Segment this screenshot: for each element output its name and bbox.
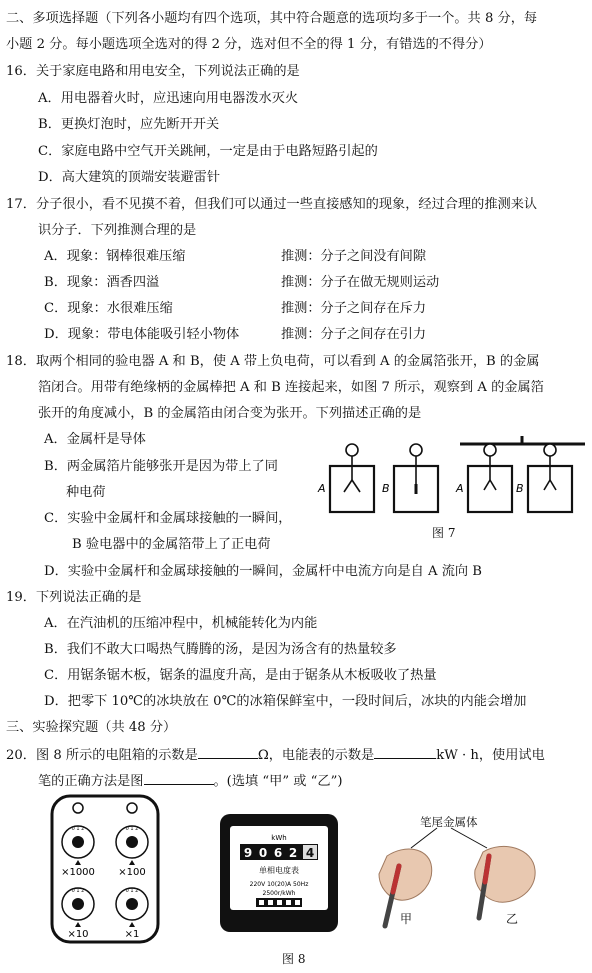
figure-7-caption: 图 7 — [432, 526, 456, 540]
figure-8-caption: 图 8 — [282, 952, 306, 966]
q17-row-b-inference: 推测：分子在做无规则运动 — [281, 275, 440, 290]
electroscope-a-label: A — [318, 482, 326, 495]
q17-stem-line1: 17．分子很小，看不见摸不着，但我们可以通过一些直接感知的现象，经过合理的推测来认 — [6, 197, 538, 212]
dial-x10-label: ×10 — [67, 929, 89, 940]
dial-x1-label: ×1 — [124, 929, 140, 940]
meter-unit: kWh — [271, 834, 287, 842]
q20-blank-energy[interactable] — [374, 745, 436, 759]
q16-stem: 16．关于家庭电路和用电安全，下列说法正确的是 — [6, 64, 300, 79]
q18-stem-line1: 18．取两个相同的验电器 A 和 B，使 A 带上负电荷，可以看到 A 的金属箔张开，B 的金属 — [6, 354, 540, 369]
q19-stem: 19．下列说法正确的是 — [6, 590, 142, 605]
q18-stem-line2: 箔闭合。用带有绝缘柄的金属棒把 A 和 B 连接起来，如图 7 所示，观察到 A 的金属箔 — [38, 380, 544, 395]
section-2-line2: 小题 2 分。每小题选项全选对的得 2 分，选对但不全的得 1 分，有错选的不得分） — [6, 37, 492, 52]
q19-option-d: D．把零下 10℃的冰块放在 0℃的冰箱保鲜室中，一段时间后，冰块的内能会增加 — [44, 694, 527, 709]
q16-option-c: C．家庭电路中空气开关跳闸，一定是由于电路短路引起的 — [38, 144, 378, 159]
meter-digit-4: 2 — [288, 846, 298, 860]
dial-x100-label: ×100 — [118, 867, 146, 878]
meter-title: 单相电度表 — [259, 866, 299, 875]
pen-tail-label: 笔尾金属体 — [420, 815, 478, 829]
q20-stem-line1 — [6, 745, 545, 765]
q17-row-a-inference: 推测：分子之间没有间隙 — [281, 249, 427, 264]
q18-option-a: A．金属杆是导体 — [44, 432, 146, 447]
q16-option-a: A．用电器着火时，应迅速向用电器泼水灭火 — [38, 91, 299, 106]
q17-row-d-inference: 推测：分子之间存在引力 — [281, 327, 427, 342]
q17-row-d-phenomenon: D．现象：带电体能吸引轻小物体 — [44, 327, 240, 342]
energy-meter — [218, 812, 342, 936]
test-pen-figure — [365, 826, 565, 936]
electroscope-b-label: B — [382, 482, 390, 495]
q17-row-c-phenomenon: C．现象：水很难压缩 — [44, 301, 173, 316]
q18-option-b-line1: B．两金属箔片能够张开是因为带上了同 — [44, 459, 278, 474]
electroscope-a2-label: A — [456, 482, 464, 495]
section-2-line1: 二、多项选择题（下列各小题均有四个选项，其中符合题意的选项均多于一个。共 8 分，每 — [6, 11, 538, 26]
pen-yi-label: 乙 — [506, 912, 519, 926]
meter-digit-1: 9 — [243, 846, 253, 860]
q19-option-b: B．我们不敢大口喝热气腾腾的汤，是因为汤含有的热量较多 — [44, 642, 397, 657]
resistance-box — [50, 794, 162, 946]
meter-revolutions: 2500r/kWh — [262, 890, 296, 897]
pen-jia-label: 甲 — [400, 912, 413, 926]
q20-text-4: 笔的正确方法是图 — [38, 774, 144, 789]
q17-row-a-phenomenon: A．现象：钢棒很难压缩 — [44, 249, 186, 264]
q20-blank-resistance[interactable] — [198, 745, 258, 759]
svg-text:0 1 2: 0 1 2 — [71, 826, 85, 832]
q20-stem-line2 — [38, 771, 342, 791]
q17-stem-line2: 识分子．下列推测合理的是 — [38, 223, 197, 238]
meter-digit-2: 0 — [258, 846, 268, 860]
dial-x1000-label: ×1000 — [61, 867, 95, 878]
q20-text-1: 20．图 8 所示的电阻箱的示数是 — [6, 748, 198, 763]
meter-spec: 220V 10(20)A 50Hz — [249, 881, 309, 888]
section-3-title: 三、实验探究题（共 48 分） — [6, 720, 177, 735]
q17-row-c-inference: 推测：分子之间存在斥力 — [281, 301, 427, 316]
figure-7-electroscopes — [310, 432, 590, 520]
meter-digit-5: 4 — [305, 846, 315, 860]
q18-option-c-line1: C．实验中金属杆和金属球接触的一瞬间， — [44, 511, 292, 526]
q19-option-a: A．在汽油机的压缩冲程中，机械能转化为内能 — [44, 616, 318, 631]
q20-blank-pen[interactable] — [144, 771, 214, 785]
svg-text:0 1 2: 0 1 2 — [125, 826, 139, 832]
svg-text:0 1 2: 0 1 2 — [125, 888, 139, 894]
q18-stem-line3: 张开的角度减小，B 的金属箔由闭合变为张开。下列描述正确的是 — [38, 406, 422, 421]
q16-option-b: B．更换灯泡时，应先断开开关 — [38, 117, 220, 132]
q20-text-2: Ω，电能表的示数是 — [257, 748, 375, 763]
q17-row-b-phenomenon: B．现象：酒香四溢 — [44, 275, 160, 290]
q18-option-d: D．实验中金属杆和金属球接触的一瞬间，金属杆中电流方向是自 A 流向 B — [44, 564, 482, 579]
svg-text:0 1 2: 0 1 2 — [71, 888, 85, 894]
q18-option-c-line2: B 验电器中的金属箔带上了正电荷 — [72, 537, 271, 552]
electroscope-b2-label: B — [516, 482, 524, 495]
q20-text-5: 。(选填 “甲” 或 “乙”) — [213, 774, 343, 789]
meter-digit-3: 6 — [273, 846, 283, 860]
q16-option-d: D．高大建筑的顶端安装避雷针 — [38, 170, 221, 185]
q18-option-b-line2: 种电荷 — [66, 485, 106, 500]
q19-option-c: C．用锯条锯木板，锯条的温度升高，是由于锯条从木板吸收了热量 — [44, 668, 437, 683]
q20-text-3: kW · h，使用试电 — [436, 748, 545, 763]
